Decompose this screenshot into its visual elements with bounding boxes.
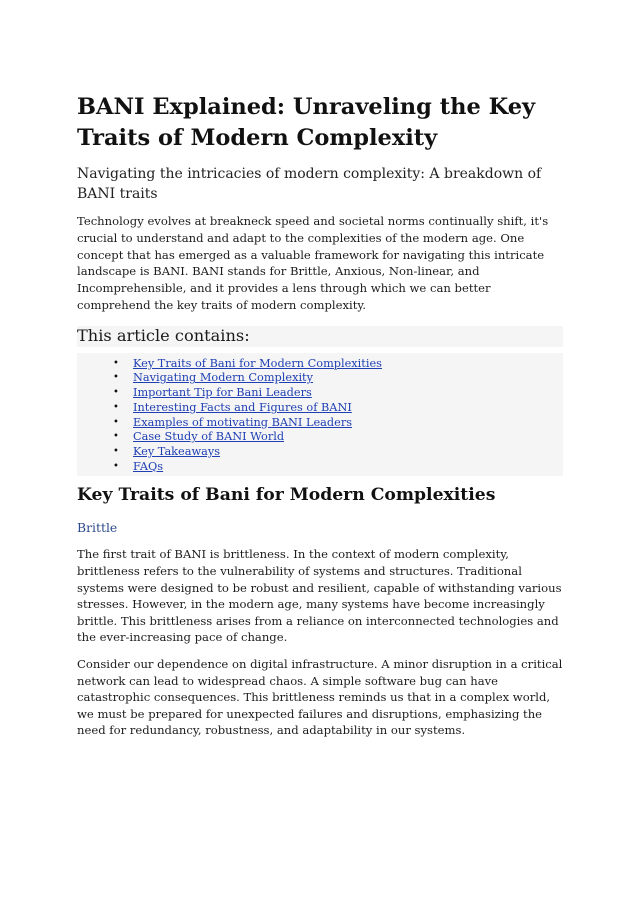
section-heading: Key Traits of Bani for Modern Complexities xyxy=(77,485,496,506)
toc-item xyxy=(113,357,563,372)
bullet-icon: • xyxy=(113,387,119,399)
sub-heading-brittle: Brittle xyxy=(77,520,118,536)
bullet-icon: • xyxy=(113,446,119,457)
toc-item xyxy=(113,460,563,475)
toc-link-examples[interactable]: Examples of motivating BANI Leaders xyxy=(133,415,353,429)
toc-item xyxy=(113,445,563,460)
toc-list xyxy=(77,357,563,475)
document-page xyxy=(77,92,563,739)
toc-item xyxy=(113,430,563,445)
bullet-icon: • xyxy=(113,357,119,369)
article-subtitle: Navigating the intricacies of modern complexity: A breakdown of BANI traits xyxy=(77,166,542,202)
body-paragraph: Consider our dependence on digital infrastructure. A minor disruption in a critical network can lead to widespread chaos. A simple software bug can have catastrophic consequences. This brittleness reminds us that in a complex world, we must be prepared for unexpected failures and disruptions, emphasizing the need for redundancy, robustness, and adaptability in our systems. xyxy=(77,656,563,738)
toc-link-case-study[interactable]: Case Study of BANI World xyxy=(133,430,285,444)
toc-link-facts-figures[interactable]: Interesting Facts and Figures of BANI xyxy=(133,400,352,414)
toc-link-key-takeaways[interactable]: Key Takeaways xyxy=(133,445,221,458)
toc-item xyxy=(113,371,563,386)
toc-link-key-traits[interactable]: Key Traits of Bani for Modern Complexities xyxy=(133,356,382,370)
toc-item xyxy=(113,386,563,401)
bullet-icon: • xyxy=(113,401,119,413)
toc-link-faqs[interactable]: FAQs xyxy=(133,459,164,473)
toc-link-navigating[interactable]: Navigating Modern Complexity xyxy=(133,371,313,385)
intro-paragraph: Technology evolves at breakneck speed and societal norms continually shift, it's crucial to understand and adapt to the complexities of the modern age. One concept that has emerged as a valuable framework for navigating this intricate landscape is BANI. BANI stands for Brittle, Anxious, Non-linear, and Incomprehensible, and it provides a lens through which we can better comprehend the key traits of modern complexity. xyxy=(77,214,549,312)
article-title: BANI Explained: Unraveling the Key Traits of Modern Complexity xyxy=(77,94,536,151)
bullet-icon: • xyxy=(113,372,119,384)
toc-item xyxy=(113,416,563,431)
bullet-icon: • xyxy=(113,431,119,443)
toc-item xyxy=(113,401,563,416)
bullet-icon: • xyxy=(113,460,119,472)
body-paragraph: The first trait of BANI is brittleness. In the context of modern complexity, brittleness refers to the vulnerability of systems and structures. Traditional systems were designed to be robust and resilient, capable of withstanding various stresses. However, in the modern age, many systems have become increasingly brittle. This brittleness arises from a reliance on interconnected technologies and the ever-increasing pace of change. xyxy=(77,547,562,645)
bullet-icon: • xyxy=(113,416,119,428)
toc-link-important-tip[interactable]: Important Tip for Bani Leaders xyxy=(133,386,312,400)
table-of-contents xyxy=(77,353,563,477)
toc-heading: This article contains: xyxy=(77,326,563,347)
